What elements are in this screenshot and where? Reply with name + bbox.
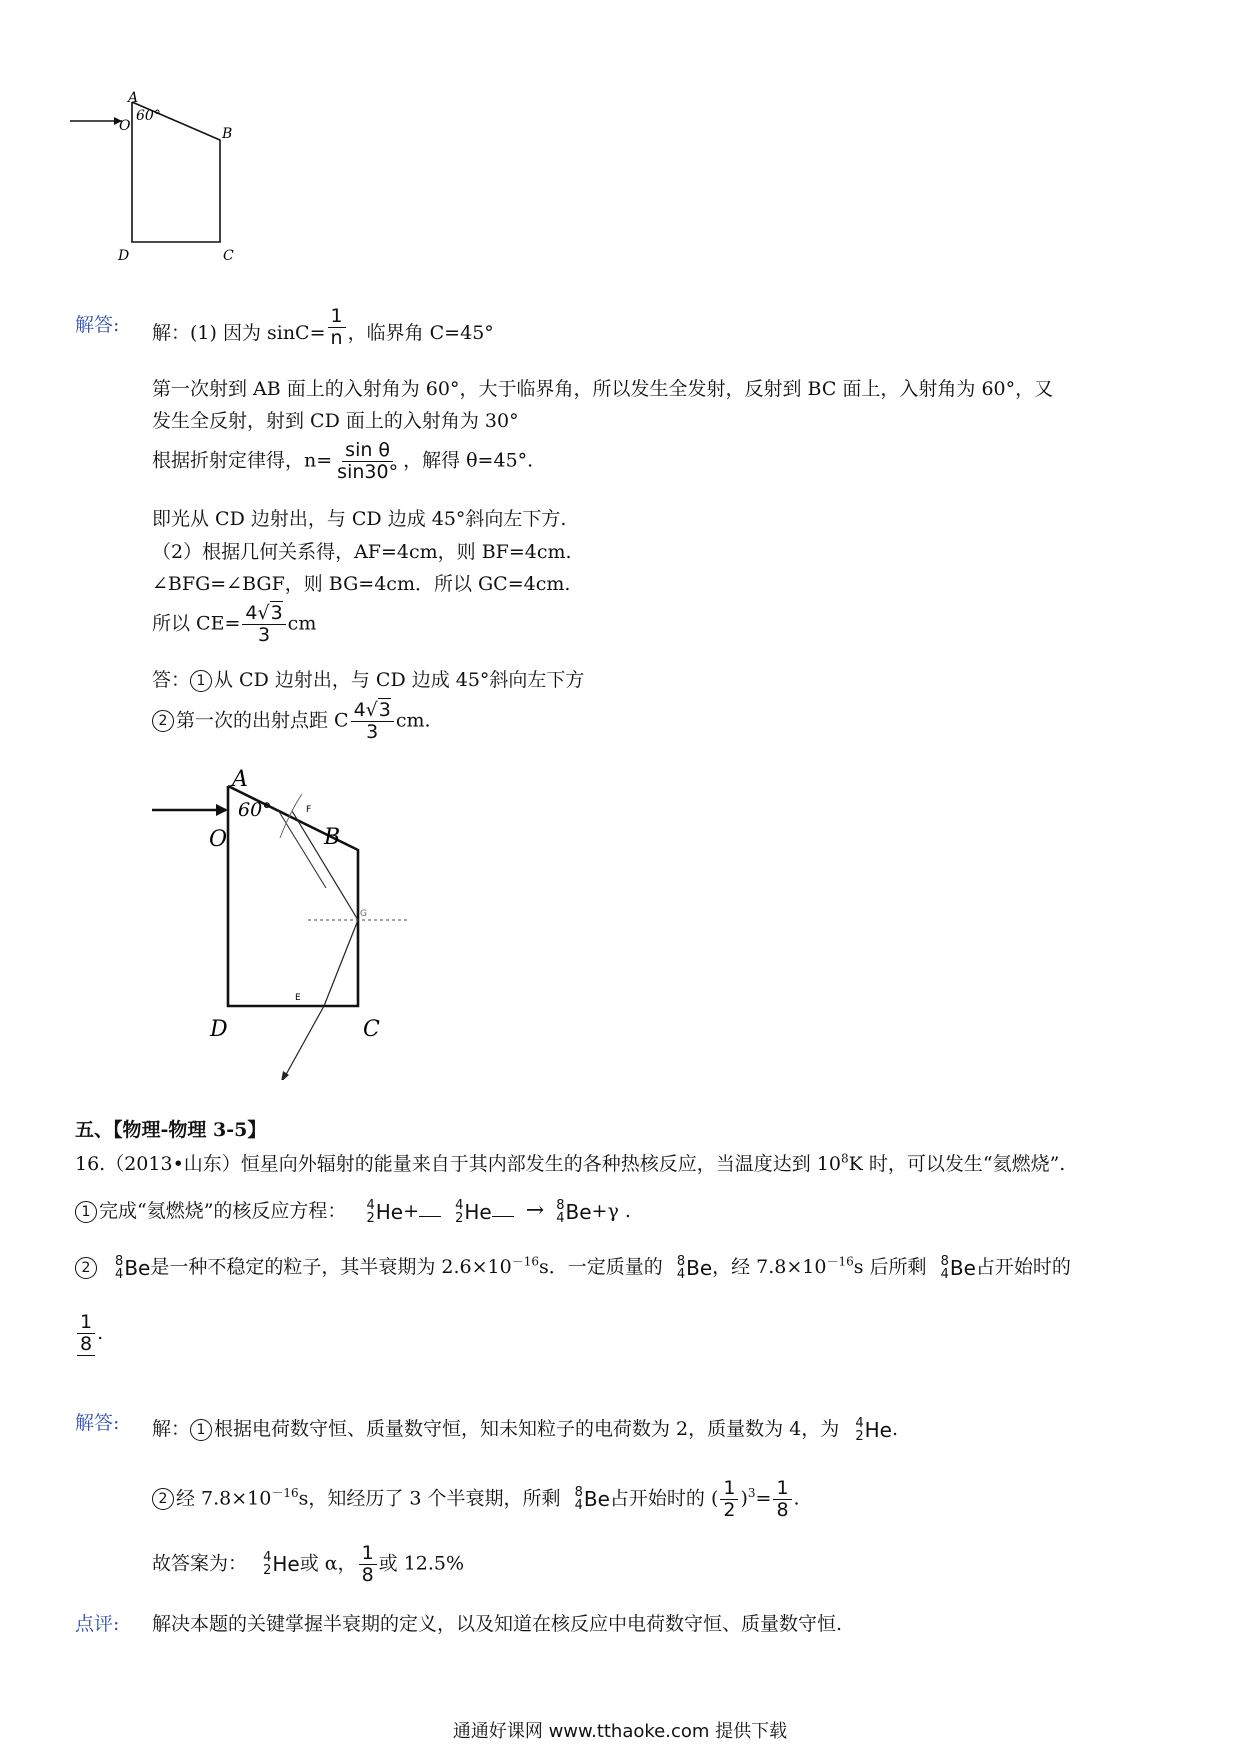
point-f-label: F <box>306 805 312 815</box>
answer2-line1: 解： 1 根据电荷数守恒、质量数守恒，知未知粒子的电荷数为 2，质量数为 4，为 4 2 He . <box>152 1416 898 1444</box>
vertex-c-label: C <box>223 248 234 263</box>
point-o-label: O <box>209 827 228 852</box>
vertex-c-label: C <box>363 1017 380 1042</box>
answer1-line10: 2 第一次的出射点距 C $\frac{4√3}{3}$ cm. <box>152 700 431 743</box>
answer2-line2: 2 经 $7.8\times 10^{-16}s$，知经历了 3 个半衰期，所剩 8 4 Be 占开始时的 ( $\frac{1}{2}$ )$^3$= $\frac{1}{8}$ . <box>152 1478 800 1521</box>
answer1-line1: 解：(1) 因为 sinC= $\frac{1}{n}$ ，临界角 C=45° <box>152 304 494 349</box>
answer1-line3: 发生全反射，射到 CD 面上的入射角为 30° <box>152 410 519 432</box>
angle-label: 60° <box>238 799 272 821</box>
vertex-a-label: A <box>232 767 248 792</box>
prism-figure-ray-diagram <box>150 760 410 1080</box>
point-g-label: G <box>360 909 367 919</box>
vertex-b-label: B <box>324 825 341 850</box>
answer1-line5: 即光从 CD 边射出，与 CD 边成 45°斜向左下方. <box>152 508 567 530</box>
answer1-line4: 根据折射定律得，n= $\frac{\text{sin θ}}{\sin 30^\circ}$ ，解得 θ=45°. <box>152 439 534 483</box>
question16-line3: 2 8 4 Be 是一种不稳定的粒子，其半衰期为 $2.6\times 10^{-16}s$．一定质量的 8 4 Be ，经 $7.8\times 10^{-16}s$ 后所剩 8 4 Be 占开始时的 <box>75 1252 1071 1281</box>
answer1-line2: 第一次射到 AB 面上的入射角为 60°，大于临界角，所以发生全发射，反射到 BC 面上，入射角为 60°，又 <box>152 378 1054 400</box>
question16-line4: $\frac{1}{8}$ . <box>75 1312 103 1356</box>
vertex-b-label: B <box>222 126 233 142</box>
section-heading: 五、【物理-物理 3-5】 <box>75 1119 267 1141</box>
prism-figure-small <box>70 88 250 263</box>
page-footer: 通通好课网 www.tthaoke.com 提供下载 <box>452 1721 788 1742</box>
answer1-line6: （2）根据几何关系得，AF=4cm，则 BF=4cm. <box>152 541 572 563</box>
question16-line1: 16.（2013•山东）恒星向外辐射的能量来自于其内部发生的各种热核反应，当温度达到 $10^8K$ 时，可以发生“氦燃烧”. <box>75 1151 1066 1175</box>
point-o-label: O <box>119 118 131 134</box>
answer1-line8: 所以 CE= $\frac{4√3}{3}$ cm <box>152 602 317 646</box>
point-e-label: E <box>295 993 301 1003</box>
angle-label: 60° <box>136 108 161 124</box>
vertex-a-label: A <box>128 90 139 106</box>
answer-label: 解答: <box>75 1412 120 1434</box>
vertex-d-label: D <box>210 1017 228 1042</box>
answer1-line7: ∠BFG=∠BGF，则 BG=4cm．所以 GC=4cm. <box>152 573 571 595</box>
answer1-line9: 答： 1 从 CD 边射出，与 CD 边成 45°斜向左下方 <box>152 669 585 691</box>
comment-label: 点评: <box>75 1613 120 1635</box>
vertex-d-label: D <box>118 248 130 263</box>
answer-label: 解答: <box>75 314 120 336</box>
comment-text: 解决本题的关键掌握半衰期的定义，以及知道在核反应中电荷数守恒、质量数守恒. <box>152 1613 843 1635</box>
question16-line2: 1 完成“氦燃烧”的核反应方程： 4 2 He + 4 2 He → 8 4 Be +γ . <box>75 1196 631 1225</box>
answer2-line3: 故答案为： 4 2 He 或 α， $\frac{1}{8}$ 或 12.5% <box>152 1542 465 1586</box>
